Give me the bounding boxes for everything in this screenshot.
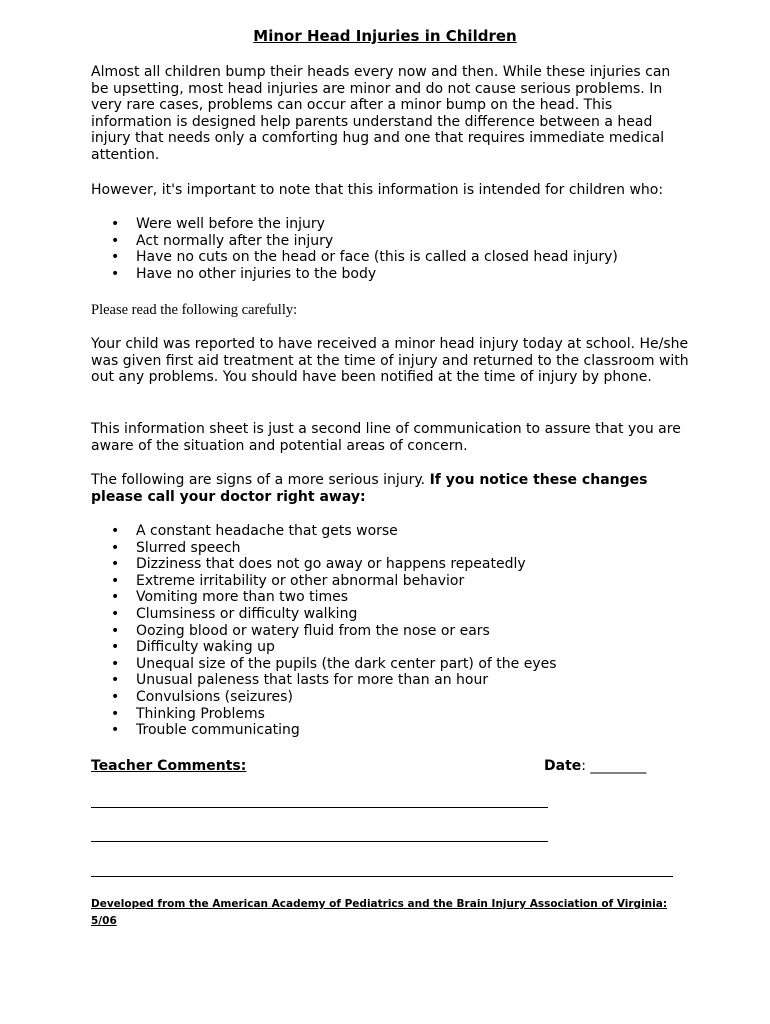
list-item: • Were well before the injury — [111, 216, 325, 232]
comment-line-3[interactable] — [91, 876, 673, 877]
bullet-icon: • — [111, 216, 120, 232]
intro-paragraph: Almost all children bump their heads every now and then. While these injuries can be upsetting, most head injuries are minor and do not cause serious problems. In very rare cases, problems can occur after a minor bump on the head. This information is designed help parents understand the difference between a head injury that needs only a comforting hug and one that requires immediate medical attention. — [91, 64, 671, 163]
comment-line-2[interactable] — [91, 841, 548, 842]
reported-paragraph: Your child was reported to have received a minor head injury today at school. He/she was given first aid treatment at the time of injury and returned to the classroom with out any problems. You should have been notified at the time of injury by phone. — [91, 336, 689, 385]
bullet-icon: • — [111, 722, 120, 739]
bullet-icon: • — [111, 622, 120, 639]
bullet-icon: • — [111, 605, 120, 622]
list-item: • Convulsions (seizures) — [111, 688, 293, 705]
info-sheet-paragraph: This information sheet is just a second line of communication to assure that you are aware of the situation and potential areas of concern. — [91, 421, 681, 454]
list-item: • Thinking Problems — [111, 705, 265, 722]
bullet-icon: • — [111, 265, 120, 282]
date-label: Date — [544, 758, 582, 774]
footer-credit: Developed from the American Academy of Pediatrics and the Brain Injury Association of Virginia: 5/06 — [91, 898, 668, 927]
list-item: • Clumsiness or difficulty walking — [111, 605, 358, 622]
bullet-icon: • — [111, 232, 120, 249]
however-paragraph: However, it's important to note that this information is intended for children who: — [91, 182, 664, 198]
bullet-icon: • — [111, 556, 120, 573]
list-item: • Vomiting more than two times — [111, 589, 349, 606]
date-blank: : ________ — [581, 758, 647, 774]
list-item: • Unusual paleness that lasts for more than an hour — [111, 672, 489, 689]
list-item: • Act normally after the injury — [111, 232, 334, 249]
criteria-list — [91, 216, 691, 282]
signs-intro-paragraph: The following are signs of a more serious injury. If you notice these changes please call your doctor right away: — [91, 472, 648, 505]
bullet-icon: • — [111, 249, 120, 266]
bullet-icon: • — [111, 688, 120, 705]
signs-list — [91, 523, 691, 739]
call-doctor-warning: If you notice these changes please call your doctor right away: — [91, 472, 648, 505]
page-title: Minor Head Injuries in Children — [253, 27, 517, 45]
bullet-icon: • — [111, 705, 120, 722]
bullet-icon: • — [111, 655, 120, 672]
bullet-icon: • — [111, 639, 120, 656]
list-item: • Extreme irritability or other abnormal behavior — [111, 572, 465, 589]
date-field[interactable] — [544, 758, 646, 775]
list-item: • Have no cuts on the head or face (this is called a closed head injury) — [111, 249, 618, 266]
teacher-comments-label: Teacher Comments: — [91, 758, 247, 774]
bullet-icon: • — [111, 523, 120, 539]
list-item: • Have no other injuries to the body — [111, 265, 377, 282]
list-item: • Dizziness that does not go away or happens repeatedly — [111, 556, 526, 573]
list-item: • Slurred speech — [111, 539, 241, 556]
bullet-icon: • — [111, 572, 120, 589]
list-item: • Trouble communicating — [111, 722, 300, 739]
please-read-heading: Please read the following carefully: — [91, 302, 298, 318]
list-item: • Unequal size of the pupils (the dark center part) of the eyes — [111, 655, 557, 672]
bullet-icon: • — [111, 539, 120, 556]
list-item: • A constant headache that gets worse — [111, 523, 398, 539]
bullet-icon: • — [111, 589, 120, 606]
list-item: • Oozing blood or watery fluid from the nose or ears — [111, 622, 490, 639]
list-item: • Difficulty waking up — [111, 639, 275, 656]
bullet-icon: • — [111, 672, 120, 689]
comment-line-1[interactable] — [91, 807, 548, 808]
